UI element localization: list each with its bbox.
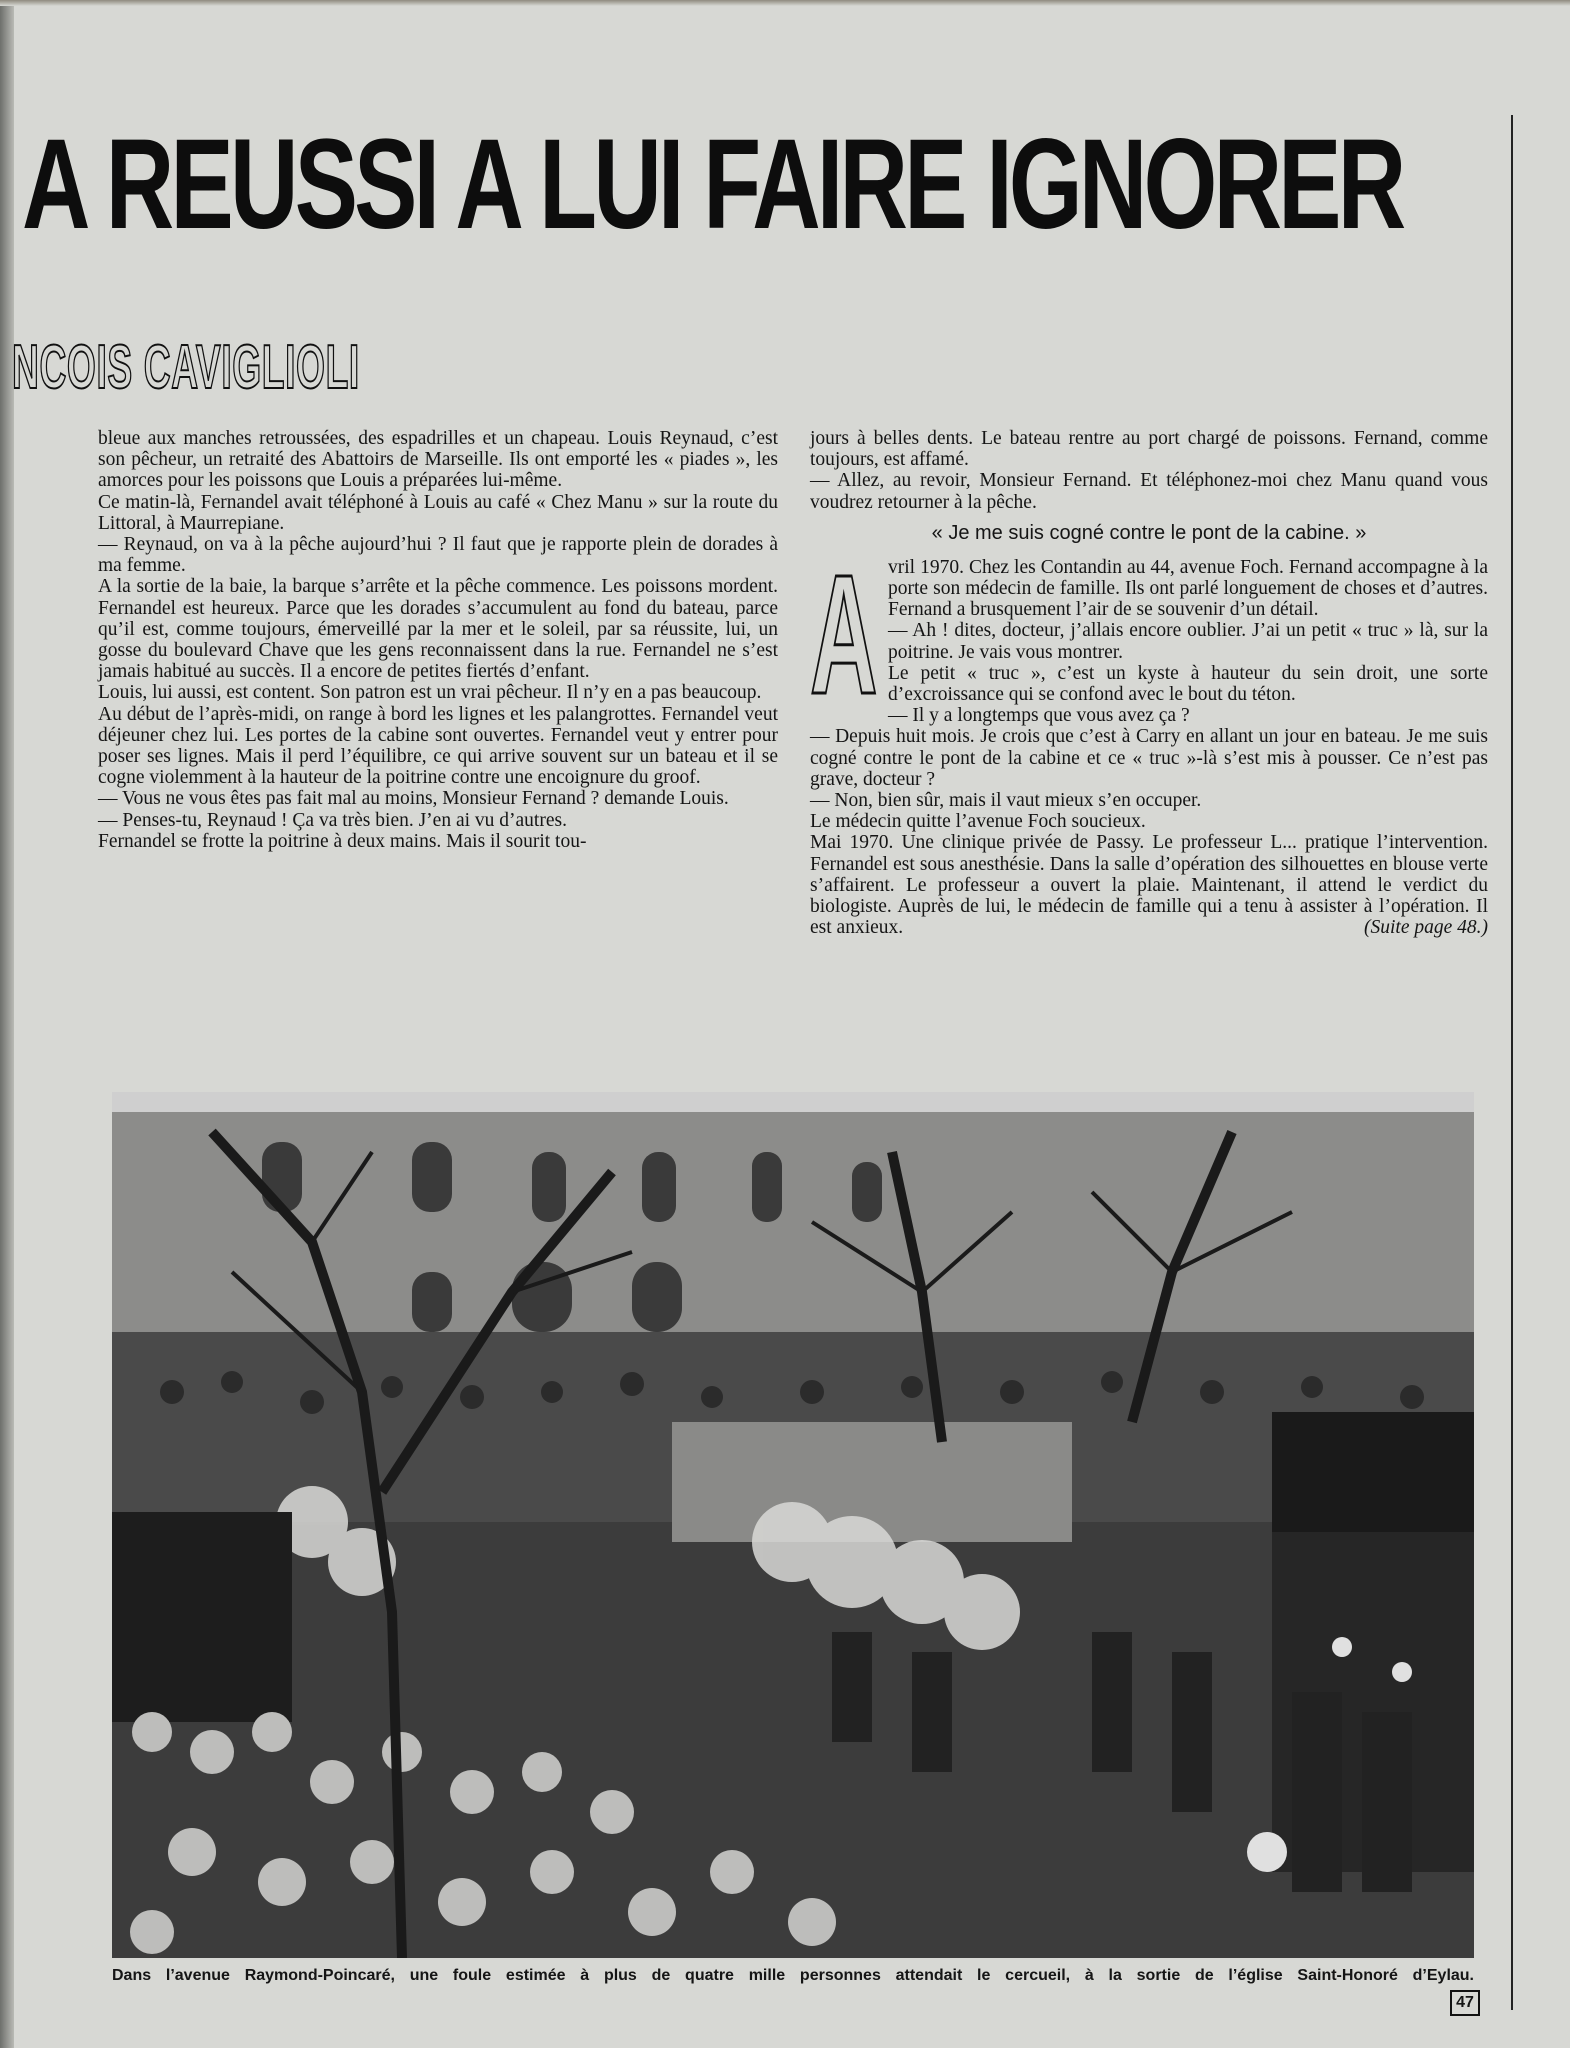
paragraph: — Il y a longtemps que vous avez ça ? [888, 705, 1190, 727]
paragraph [810, 832, 1488, 938]
paragraph: — Allez, au revoir, Monsieur Fernand. Et téléphonez-moi chez Manu quand vous voudrez retourner à la pêche. [810, 470, 1488, 513]
paragraph: — Reynaud, on va à la pêche aujourd’hui ? Il faut que je rapporte plein de dorades à ma femme. [98, 534, 778, 577]
paragraph: A la sortie de la baie, la barque s’arrête et la pêche commence. Les poissons mordent. Fernandel est heureux. Parce que les dorades s’accumulent au fond du bateau, parce qu’il est, comme toujours, émerveillé par la mer et le soleil, par sa réussite, lui, un gosse du boulevard Chave que les gens reconnaissent dans la rue. Fernandel ne s’est jamais habitué au succès. Il a encore de petites fiertés d’enfant. [98, 576, 778, 683]
paragraph: Au début de l’après-midi, on range à bord les lignes et les palangrottes. Fernandel veut déjeuner chez lui. Les portes de la cabine sont ouvertes. Fernandel veut y entrer pour poser ses lignes. Mais il perd l’équilibre, ce qui arrive souvent sur un bateau et il se cogne violemment à la hauteur de la poitrine contre une encoignure du groof. [98, 703, 778, 789]
paragraph: — Penses-tu, Reynaud ! Ça va très bien. J’en ai vu d’autres. [98, 809, 567, 831]
paragraph: — Ah ! dites, docteur, j’allais encore oublier. J’ai un petit « truc » là, sur la poitrine. Je vais vous montrer. [888, 620, 1488, 663]
paragraph: Le médecin quitte l’avenue Foch soucieux. [810, 811, 1146, 833]
page-edge [0, 0, 14, 2048]
pull-quote: « Je me suis cogné contre le pont de la cabine. » [931, 521, 1367, 544]
funeral-crowd-photo [112, 1092, 1474, 1958]
paragraph: Fernandel se frotte la poitrine à deux mains. Mais il sourit tou- [98, 830, 587, 852]
right-column-top [810, 428, 1488, 938]
paragraph: — Non, bien sûr, mais il vaut mieux s’en occuper. [810, 790, 1202, 812]
paragraph: Le petit « truc », c’est un kyste à hauteur du sein droit, une sorte d’excroissance qui se confond avec le bout du téton. [888, 662, 1488, 706]
photo-caption: Dans l’avenue Raymond-Poincaré, une foule estimée à plus de quatre mille personnes attendait le cercueil, à la sortie de l’église Saint-Honoré d’Eylau. [112, 1967, 1474, 1984]
paragraph: Ce matin-là, Fernandel avait téléphoné à Louis au café « Chez Manu » sur la route du Littoral, à Maurrepiane. [98, 491, 778, 534]
paragraph: jours à belles dents. Le bateau rentre au port chargé de poissons. Fernand, comme toujours, est affamé. [810, 428, 1488, 471]
continued-note: (Suite page 48.) [1363, 917, 1488, 939]
top-strip [0, 0, 1570, 6]
photo-illustration [112, 1092, 1474, 1958]
paragraph: — Vous ne vous êtes pas fait mal au moins, Monsieur Fernand ? demande Louis. [98, 788, 729, 810]
dropcap: A [810, 539, 878, 730]
headline: A REUSSI A LUI FAIRE IGNORER [22, 113, 1403, 256]
paragraph-text: Mai 1970. Une clinique privée de Passy. Le professeur L... pratique l’intervention. Fernandel est sous anesthésie. Dans la salle d’opération des silhouettes en blouse verte s’affairent. Le professeur a ouvert la plaie. Maintenant, il attend le verdict du biologiste. Auprès de lui, le médecin de famille qui a tenu à assister à l’opération. Il est anxieux. [810, 832, 1488, 939]
paragraph: — Depuis huit mois. Je crois que c’est à Carry en allant un jour en bateau. Je me suis cogné contre le pont de la cabine et ce « truc »-là s’est mis à pousser. Ce n’est pas grave, docteur ? [810, 726, 1488, 790]
byline: NCOIS CAVIGLIOLI [12, 333, 360, 402]
paragraph: Louis, lui aussi, est content. Son patron est un vrai pêcheur. Il n’y en a pas beaucoup. [98, 682, 762, 704]
paragraph: bleue aux manches retroussées, des espadrilles et un chapeau. Louis Reynaud, c’est son pêcheur, un retraité des Abattoirs de Marseille. Ils ont emporté les « piades », les amorces pour les poissons que Louis a préparées lui-même. [98, 428, 778, 492]
paragraph: vril 1970. Chez les Contandin au 44, avenue Foch. Fernand accompagne à la porte son médecin de famille. Ils ont parlé longuement de choses et d’autres. Fernand a brusquement l’air de se souvenir d’un détail. [888, 556, 1488, 621]
page-number: 47 [1450, 1990, 1480, 2016]
left-column [98, 428, 778, 852]
vertical-rule [1511, 115, 1513, 2010]
